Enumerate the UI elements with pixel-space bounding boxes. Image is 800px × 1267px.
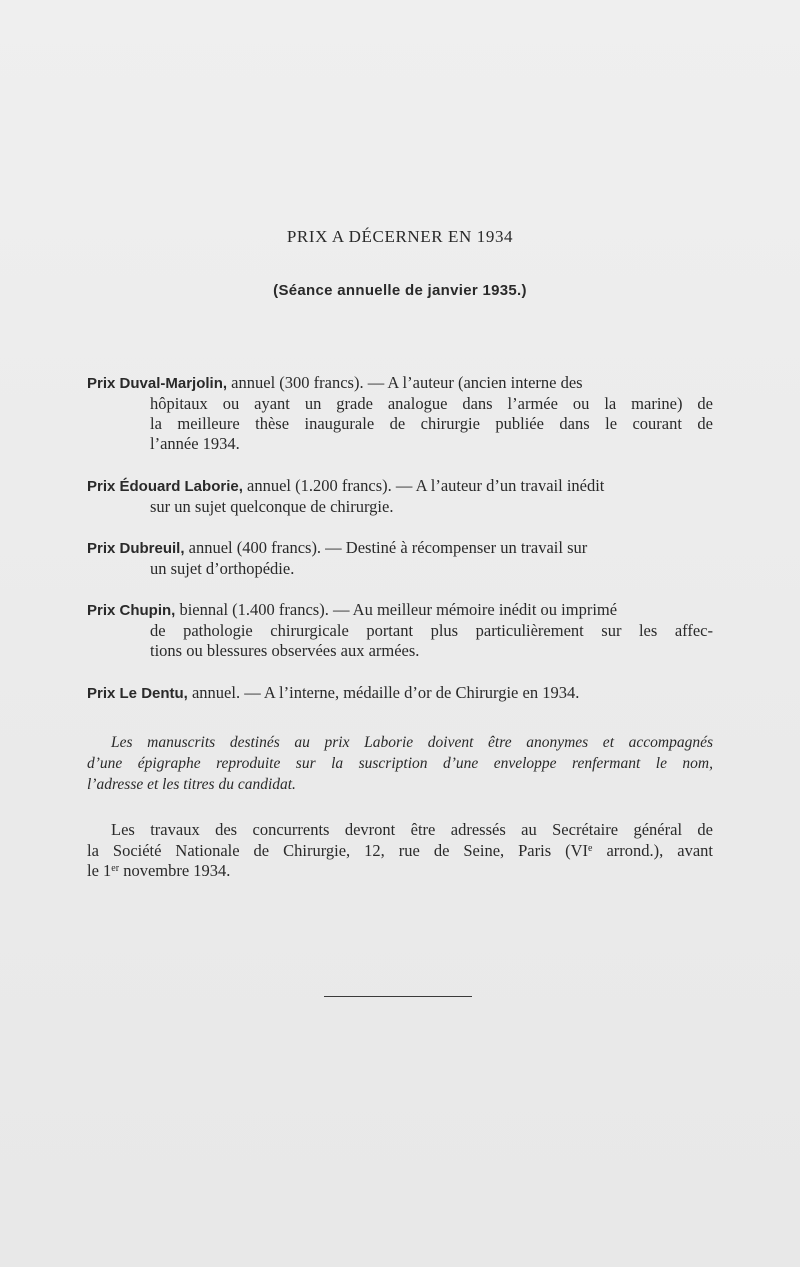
closing-paragraph <box>87 820 713 882</box>
prize-name: Prix Dubreuil, <box>87 540 185 557</box>
prize-text-line: la meilleure thèse inaugurale de chirurgie publiée dans le courant de <box>150 414 713 433</box>
end-rule <box>324 996 472 997</box>
prize-text-line: un sujet d’orthopédie. <box>150 559 295 578</box>
prize-entry-le-dentu <box>87 683 713 704</box>
prize-entry-dubreuil <box>87 538 713 579</box>
prize-name: Prix Édouard Laborie, <box>87 478 243 495</box>
prize-text-line: annuel (400 francs). — Destiné à récompenser un travail sur <box>188 538 588 557</box>
prize-text-line: annuel. — A l’interne, médaille d’or de Chirurgie en 1934. <box>191 683 580 702</box>
prize-entry-chupin <box>87 600 713 661</box>
page-title: PRIX A DÉCERNER EN 1934 <box>286 227 514 246</box>
prize-entry-edouard-laborie <box>87 476 713 517</box>
note-line: Les manuscrits destinés au prix Laborie doivent être anonymes et accompagnés <box>111 734 713 751</box>
prize-entry-duval-marjolin <box>87 373 713 454</box>
note-line: l’adresse et les titres du candidat. <box>87 776 296 793</box>
closing-line: Les travaux des concurrents devront être adressés au Secrétaire général de <box>111 820 713 839</box>
prize-text-line: annuel (300 francs). — A l’auteur (ancien interne des <box>231 373 583 392</box>
closing-line: la Société Nationale de Chirurgie, 12, rue de Seine, Paris (VIe arrond.), avant <box>87 840 713 860</box>
page-subtitle: (Séance annuelle de janvier 1935.) <box>273 282 527 299</box>
note-line: d’une épigraphe reproduite sur la suscription d’une enveloppe renfermant le nom, <box>87 755 713 772</box>
prize-text-line: l’année 1934. <box>150 434 240 453</box>
prize-name: Prix Duval-Marjolin, <box>87 375 228 392</box>
submission-note <box>87 732 713 795</box>
closing-line: le 1er novembre 1934. <box>87 861 231 880</box>
prize-text-line: hôpitaux ou ayant un grade analogue dans l’armée ou la marine) de <box>150 394 713 413</box>
prize-text-line: biennal (1.400 francs). — Au meilleur mémoire inédit ou imprimé <box>179 600 618 619</box>
prize-name: Prix Chupin, <box>87 602 176 619</box>
prize-text-line: tions ou blessures observées aux armées. <box>150 641 420 660</box>
prize-name: Prix Le Dentu, <box>87 685 188 702</box>
prize-text-line: sur un sujet quelconque de chirurgie. <box>150 497 394 516</box>
prize-text-line: annuel (1.200 francs). — A l’auteur d’un travail inédit <box>247 476 605 495</box>
prize-text-line: de pathologie chirurgicale portant plus particulièrement sur les affec- <box>150 621 713 640</box>
